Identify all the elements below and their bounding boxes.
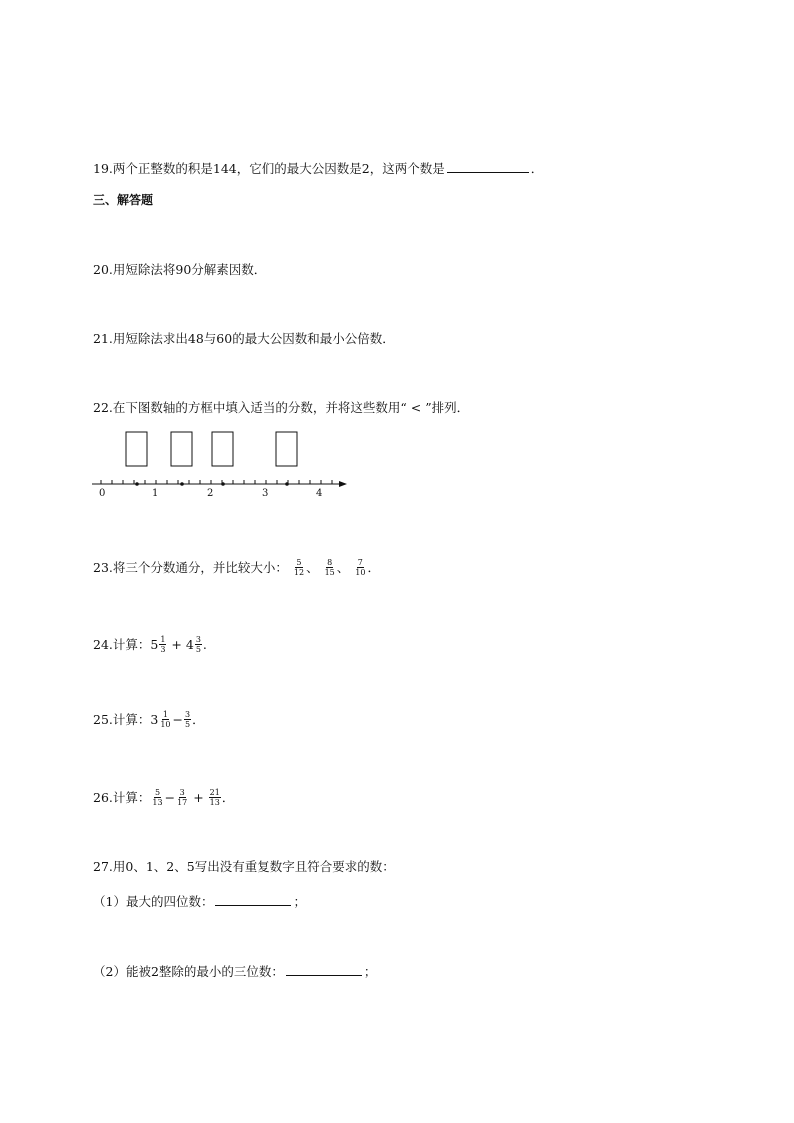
question-22: 22.在下图数轴的方框中填入适当的分数，并将这些数用“ < ”排列． [93, 400, 470, 415]
point-marker-4 [285, 482, 289, 486]
tick-label-2: 2 [207, 488, 214, 499]
answer-box-1[interactable] [126, 432, 147, 466]
fraction: $\frac{1}{3}$ [160, 635, 166, 654]
point-marker-2 [180, 482, 184, 486]
point-marker-3 [221, 482, 225, 486]
fraction: $\frac{3}{17}$ [177, 788, 188, 807]
answer-box-3[interactable] [212, 432, 233, 466]
axis-arrow-icon [339, 481, 347, 487]
tick-label-3: 3 [262, 488, 269, 499]
question-25: 25.计算：3 $\frac{1}{10}$ − $\frac{3}{5}$ ． [93, 710, 205, 729]
fraction: $\frac{3}{5}$ [195, 635, 201, 654]
tick-label-1: 1 [152, 488, 159, 499]
fraction: $\frac{1}{10}$ [160, 710, 171, 729]
fraction: $\frac{5}{13}$ [152, 788, 163, 807]
question-26: 26.计算： $\frac{5}{13}$ − $\frac{3}{17}$ + $\frac{21}{13}$ ． [93, 788, 235, 807]
question-24: 24.计算：5 $\frac{1}{3}$ + 4 $\frac{3}{5}$ . [93, 635, 207, 654]
question-19-text: 19.两个正整数的积是144，它们的最大公因数是2，这两个数是 [93, 161, 445, 176]
question-27-part-1: （1）最大的四位数： ； [93, 894, 306, 909]
fraction: $\frac{5}{12}$ [293, 558, 305, 577]
fraction: $\frac{8}{15}$ [324, 558, 335, 577]
answer-box-2[interactable] [171, 432, 192, 466]
answer-box-4[interactable] [276, 432, 297, 466]
question-20: 20.用短除法将90分解素因数． [93, 262, 267, 277]
question-23: 23.将三个分数通分，并比较大小： $\frac{5}{12}$ 、 $\frac{8}{15}$ 、 $\frac{7}{10}$ ． [93, 558, 380, 577]
answer-blank[interactable] [447, 160, 529, 173]
number-line-figure [88, 425, 358, 505]
fraction: $\frac{7}{10}$ [355, 558, 366, 577]
question-21: 21.用短除法求出48与60的最大公因数和最小公倍数． [93, 331, 395, 346]
question-27-part-2: （2）能被2整除的最小的三位数： ； [93, 964, 377, 979]
question-27: 27.用0、1、2、5写出没有重复数字且符合要求的数： [93, 859, 395, 874]
fraction: $\frac{21}{13}$ [209, 788, 220, 807]
tick-label-4: 4 [316, 488, 323, 499]
question-19: 19.两个正整数的积是144，它们的最大公因数是2，这两个数是 ． [93, 161, 544, 176]
answer-blank[interactable] [286, 963, 362, 976]
point-marker-1 [135, 482, 139, 486]
answer-blank[interactable] [215, 893, 291, 906]
tick-label-0: 0 [99, 488, 106, 499]
section-title: 三、解答题 [93, 193, 154, 207]
fraction: $\frac{3}{5}$ [185, 710, 191, 729]
